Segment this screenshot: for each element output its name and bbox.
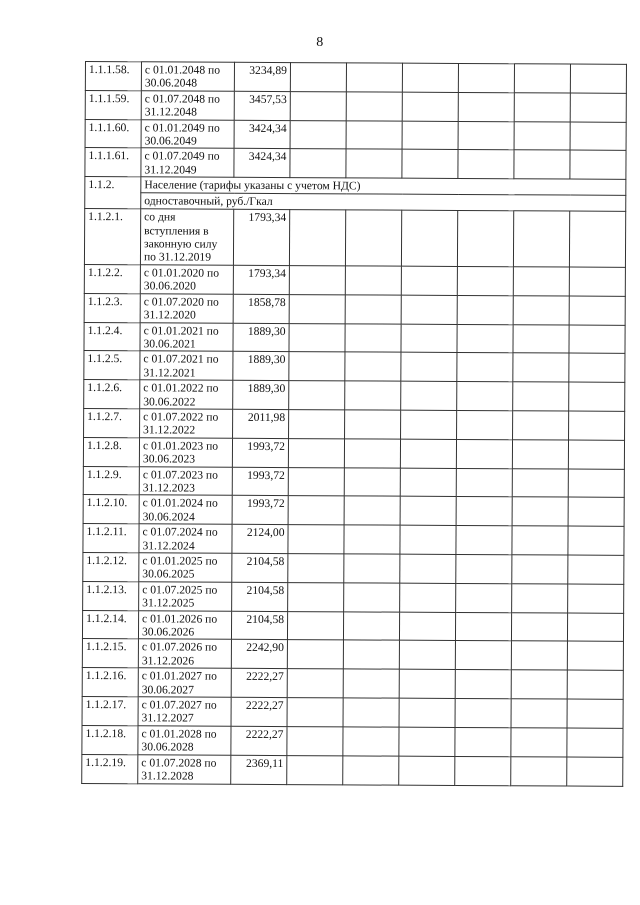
period-cell: с 01.01.2023 по 30.06.2023 bbox=[139, 438, 232, 467]
empty-cell bbox=[511, 641, 567, 670]
empty-cell bbox=[344, 496, 400, 525]
empty-cell bbox=[401, 381, 457, 410]
empty-cell bbox=[289, 381, 345, 410]
empty-cell bbox=[343, 640, 399, 669]
empty-cell bbox=[344, 554, 400, 583]
table-row bbox=[85, 119, 626, 151]
period-cell: с 01.01.2048 по 30.06.2048 bbox=[141, 62, 234, 91]
empty-cell bbox=[511, 612, 567, 641]
empty-cell bbox=[343, 611, 399, 640]
empty-cell bbox=[290, 91, 346, 120]
tariff-value-cell: 1993,72 bbox=[232, 438, 288, 467]
empty-cell bbox=[567, 641, 623, 670]
empty-cell bbox=[457, 324, 513, 353]
table-row bbox=[84, 408, 625, 440]
table-row bbox=[84, 380, 625, 412]
empty-cell bbox=[346, 149, 402, 178]
empty-cell bbox=[345, 295, 401, 324]
period-cell: с 01.07.2024 по 31.12.2024 bbox=[139, 524, 232, 553]
row-number-cell: 1.1.2.11. bbox=[83, 524, 139, 553]
period-cell: с 01.07.2020 по 31.12.2020 bbox=[140, 293, 233, 322]
empty-cell bbox=[568, 526, 624, 555]
table-row bbox=[83, 524, 624, 556]
empty-cell bbox=[569, 267, 625, 296]
empty-cell bbox=[570, 93, 626, 122]
empty-cell bbox=[514, 93, 570, 122]
empty-cell bbox=[401, 295, 457, 324]
period-cell: с 01.01.2028 по 30.06.2028 bbox=[138, 726, 231, 755]
empty-cell bbox=[569, 353, 625, 382]
empty-cell bbox=[288, 467, 344, 496]
empty-cell bbox=[287, 640, 343, 669]
tariff-value-cell: 1889,30 bbox=[233, 323, 289, 352]
tariff-value-cell: 1793,34 bbox=[233, 265, 289, 294]
empty-cell bbox=[401, 266, 457, 295]
empty-cell bbox=[344, 439, 400, 468]
period-cell: с 01.07.2027 по 31.12.2027 bbox=[138, 697, 231, 726]
period-cell: с 01.01.2049 по 30.06.2049 bbox=[141, 119, 234, 148]
empty-cell bbox=[457, 353, 513, 382]
row-number-cell: 1.1.2.3. bbox=[84, 293, 140, 322]
period-cell: с 01.01.2027 по 30.06.2027 bbox=[138, 668, 231, 697]
empty-cell bbox=[345, 266, 401, 295]
empty-cell bbox=[289, 265, 345, 294]
empty-cell bbox=[567, 728, 623, 757]
table-row bbox=[82, 639, 623, 671]
period-cell: с 01.07.2028 по 31.12.2028 bbox=[138, 754, 231, 783]
empty-cell bbox=[513, 211, 569, 267]
table-row bbox=[83, 552, 624, 584]
empty-cell bbox=[456, 497, 512, 526]
empty-cell bbox=[401, 324, 457, 353]
table-row bbox=[84, 264, 625, 296]
empty-cell bbox=[345, 210, 401, 266]
empty-cell bbox=[511, 699, 567, 728]
row-number-cell: 1.1.2.10. bbox=[83, 495, 139, 524]
tariff-value-cell: 1993,72 bbox=[232, 467, 288, 496]
empty-cell bbox=[289, 210, 345, 266]
tariff-value-cell: 2222,27 bbox=[231, 726, 287, 755]
row-number-cell: 1.1.2.5. bbox=[84, 351, 140, 380]
row-number-cell: 1.1.2.17. bbox=[82, 697, 138, 726]
empty-cell bbox=[287, 726, 343, 755]
empty-cell bbox=[568, 555, 624, 584]
empty-cell bbox=[289, 323, 345, 352]
table-row bbox=[84, 322, 625, 354]
empty-cell bbox=[511, 756, 567, 785]
row-number-cell: 1.1.2.19. bbox=[82, 754, 138, 783]
empty-cell bbox=[344, 525, 400, 554]
tariff-value-cell: 3457,53 bbox=[234, 91, 290, 120]
row-number-cell: 1.1.2.12. bbox=[83, 552, 139, 581]
empty-cell bbox=[567, 757, 623, 786]
empty-cell bbox=[288, 438, 344, 467]
group-title-line2: одноставочный, руб./Гкал bbox=[141, 193, 626, 212]
empty-cell bbox=[402, 92, 458, 121]
row-number-cell: 1.1.2.6. bbox=[84, 380, 140, 409]
row-number-cell: 1.1.2.15. bbox=[82, 639, 138, 668]
empty-cell bbox=[402, 63, 458, 92]
period-cell: с 01.01.2026 по 30.06.2026 bbox=[138, 610, 231, 639]
empty-cell bbox=[568, 584, 624, 613]
period-cell: с 01.01.2020 по 30.06.2020 bbox=[140, 265, 233, 294]
table-row bbox=[82, 754, 623, 786]
empty-cell bbox=[399, 669, 455, 698]
row-number-cell: 1.1.2.7. bbox=[84, 408, 140, 437]
tariff-value-cell: 1793,34 bbox=[233, 210, 289, 266]
empty-cell bbox=[287, 669, 343, 698]
row-number-cell: 1.1.2.4. bbox=[84, 322, 140, 351]
tariff-table-container bbox=[81, 61, 603, 786]
empty-cell bbox=[457, 266, 513, 295]
empty-cell bbox=[345, 410, 401, 439]
tariff-value-cell: 2104,58 bbox=[231, 611, 287, 640]
empty-cell bbox=[346, 63, 402, 92]
empty-cell bbox=[455, 641, 511, 670]
empty-cell bbox=[400, 439, 456, 468]
tariff-value-cell: 3234,89 bbox=[234, 62, 290, 91]
empty-cell bbox=[400, 525, 456, 554]
empty-cell bbox=[346, 92, 402, 121]
period-cell: с 01.07.2021 по 31.12.2021 bbox=[140, 351, 233, 380]
row-number-cell: 1.1.1.59. bbox=[85, 90, 141, 119]
empty-cell bbox=[569, 211, 625, 267]
empty-cell bbox=[400, 497, 456, 526]
tariff-value-cell: 1889,30 bbox=[233, 380, 289, 409]
empty-cell bbox=[568, 440, 624, 469]
period-cell: с 01.01.2024 по 30.06.2024 bbox=[139, 495, 232, 524]
empty-cell bbox=[512, 468, 568, 497]
table-row bbox=[82, 668, 623, 700]
empty-cell bbox=[567, 670, 623, 699]
period-cell: с 01.01.2022 по 30.06.2022 bbox=[140, 380, 233, 409]
empty-cell bbox=[569, 296, 625, 325]
empty-cell bbox=[345, 323, 401, 352]
empty-cell bbox=[457, 211, 513, 267]
table-row bbox=[84, 351, 625, 383]
tariff-value-cell: 2011,98 bbox=[233, 409, 289, 438]
empty-cell bbox=[289, 410, 345, 439]
empty-cell bbox=[514, 64, 570, 93]
empty-cell bbox=[289, 352, 345, 381]
tariff-value-cell: 2104,58 bbox=[232, 582, 288, 611]
empty-cell bbox=[511, 670, 567, 699]
empty-cell bbox=[344, 467, 400, 496]
empty-cell bbox=[345, 381, 401, 410]
empty-cell bbox=[570, 122, 626, 151]
empty-cell bbox=[399, 727, 455, 756]
empty-cell bbox=[344, 583, 400, 612]
empty-cell bbox=[513, 267, 569, 296]
empty-cell bbox=[513, 411, 569, 440]
empty-cell bbox=[401, 352, 457, 381]
group-number-cell: 1.1.2. bbox=[85, 177, 141, 209]
row-number-cell: 1.1.2.14. bbox=[82, 610, 138, 639]
empty-cell bbox=[456, 554, 512, 583]
tariff-value-cell: 2369,11 bbox=[231, 755, 287, 784]
table-row bbox=[84, 209, 625, 267]
empty-cell bbox=[458, 92, 514, 121]
empty-cell bbox=[512, 526, 568, 555]
period-cell: с 01.07.2025 по 31.12.2025 bbox=[139, 582, 232, 611]
empty-cell bbox=[458, 63, 514, 92]
table-group-header bbox=[85, 177, 626, 212]
empty-cell bbox=[402, 121, 458, 150]
empty-cell bbox=[512, 497, 568, 526]
empty-cell bbox=[343, 698, 399, 727]
empty-cell bbox=[514, 150, 570, 179]
empty-cell bbox=[290, 63, 346, 92]
empty-cell bbox=[457, 410, 513, 439]
empty-cell bbox=[288, 582, 344, 611]
period-cell: с 01.07.2048 по 31.12.2048 bbox=[141, 91, 234, 120]
empty-cell bbox=[290, 120, 346, 149]
empty-cell bbox=[568, 497, 624, 526]
row-number-cell: 1.1.2.8. bbox=[83, 437, 139, 466]
row-number-cell: 1.1.2.16. bbox=[82, 668, 138, 697]
table-row bbox=[82, 610, 623, 642]
tariff-value-cell: 2222,27 bbox=[231, 669, 287, 698]
table-row bbox=[83, 437, 624, 469]
table-row bbox=[85, 90, 626, 122]
tariff-value-cell: 1858,78 bbox=[233, 294, 289, 323]
period-cell: с 01.07.2023 по 31.12.2023 bbox=[139, 466, 232, 495]
empty-cell bbox=[455, 699, 511, 728]
period-cell: с 01.01.2021 по 30.06.2021 bbox=[140, 322, 233, 351]
tariff-value-cell: 2242,90 bbox=[231, 640, 287, 669]
tariff-value-cell: 1889,30 bbox=[233, 352, 289, 381]
row-number-cell: 1.1.1.60. bbox=[85, 119, 141, 148]
tariff-value-cell: 3424,34 bbox=[234, 149, 290, 178]
empty-cell bbox=[288, 496, 344, 525]
empty-cell bbox=[455, 612, 511, 641]
tariff-table bbox=[81, 61, 627, 786]
empty-cell bbox=[456, 468, 512, 497]
empty-cell bbox=[346, 120, 402, 149]
empty-cell bbox=[343, 727, 399, 756]
empty-cell bbox=[455, 756, 511, 785]
table-row bbox=[83, 466, 624, 498]
tariff-value-cell: 3424,34 bbox=[234, 120, 290, 149]
tariff-value-cell: 1993,72 bbox=[232, 496, 288, 525]
empty-cell bbox=[289, 294, 345, 323]
table-row bbox=[85, 62, 626, 94]
empty-cell bbox=[458, 121, 514, 150]
empty-cell bbox=[456, 439, 512, 468]
row-number-cell: 1.1.1.61. bbox=[85, 148, 141, 177]
empty-cell bbox=[513, 295, 569, 324]
empty-cell bbox=[456, 583, 512, 612]
empty-cell bbox=[457, 295, 513, 324]
empty-cell bbox=[569, 382, 625, 411]
empty-cell bbox=[455, 727, 511, 756]
table-row bbox=[82, 725, 623, 757]
empty-cell bbox=[458, 150, 514, 179]
table-row bbox=[85, 148, 626, 180]
table-body-top bbox=[85, 62, 627, 180]
row-number-cell: 1.1.2.1. bbox=[84, 209, 140, 265]
page-number: 8 bbox=[316, 35, 324, 50]
empty-cell bbox=[513, 324, 569, 353]
empty-cell bbox=[569, 325, 625, 354]
table-row bbox=[82, 697, 623, 729]
empty-cell bbox=[287, 755, 343, 784]
empty-cell bbox=[287, 698, 343, 727]
row-number-cell: 1.1.2.2. bbox=[84, 264, 140, 293]
empty-cell bbox=[401, 410, 457, 439]
empty-cell bbox=[513, 382, 569, 411]
empty-cell bbox=[568, 469, 624, 498]
empty-cell bbox=[290, 149, 346, 178]
empty-cell bbox=[402, 150, 458, 179]
empty-cell bbox=[400, 554, 456, 583]
table-row bbox=[84, 293, 625, 325]
tariff-value-cell: 2124,00 bbox=[232, 524, 288, 553]
empty-cell bbox=[512, 584, 568, 613]
empty-cell bbox=[399, 756, 455, 785]
empty-cell bbox=[511, 728, 567, 757]
empty-cell bbox=[567, 613, 623, 642]
empty-cell bbox=[399, 641, 455, 670]
empty-cell bbox=[567, 699, 623, 728]
empty-cell bbox=[400, 468, 456, 497]
empty-cell bbox=[569, 411, 625, 440]
empty-cell bbox=[401, 210, 457, 266]
empty-cell bbox=[399, 612, 455, 641]
empty-cell bbox=[343, 756, 399, 785]
table-row bbox=[83, 495, 624, 527]
empty-cell bbox=[288, 554, 344, 583]
empty-cell bbox=[288, 525, 344, 554]
empty-cell bbox=[513, 353, 569, 382]
empty-cell bbox=[287, 611, 343, 640]
row-number-cell: 1.1.2.13. bbox=[83, 581, 139, 610]
empty-cell bbox=[512, 555, 568, 584]
empty-cell bbox=[345, 352, 401, 381]
empty-cell bbox=[343, 669, 399, 698]
group-title-line1: Население (тарифы указаны с учетом НДС) bbox=[141, 177, 626, 196]
period-cell: с 01.07.2049 по 31.12.2049 bbox=[141, 148, 234, 177]
empty-cell bbox=[514, 121, 570, 150]
row-number-cell: 1.1.2.9. bbox=[83, 466, 139, 495]
empty-cell bbox=[399, 698, 455, 727]
tariff-value-cell: 2104,58 bbox=[232, 553, 288, 582]
empty-cell bbox=[570, 150, 626, 179]
empty-cell bbox=[455, 670, 511, 699]
empty-cell bbox=[456, 526, 512, 555]
row-number-cell: 1.1.2.18. bbox=[82, 725, 138, 754]
period-cell: с 01.07.2026 по 31.12.2026 bbox=[138, 639, 231, 668]
row-number-cell: 1.1.1.58. bbox=[85, 62, 141, 91]
period-cell: с 01.07.2022 по 31.12.2022 bbox=[140, 409, 233, 438]
period-cell: со дня вступления в законную силу по 31.12.2019 bbox=[140, 209, 233, 265]
table-body-bottom bbox=[82, 209, 626, 786]
tariff-value-cell: 2222,27 bbox=[231, 697, 287, 726]
table-row bbox=[83, 581, 624, 613]
empty-cell bbox=[570, 64, 626, 93]
empty-cell bbox=[457, 382, 513, 411]
period-cell: с 01.01.2025 по 30.06.2025 bbox=[139, 553, 232, 582]
empty-cell bbox=[512, 439, 568, 468]
empty-cell bbox=[400, 583, 456, 612]
